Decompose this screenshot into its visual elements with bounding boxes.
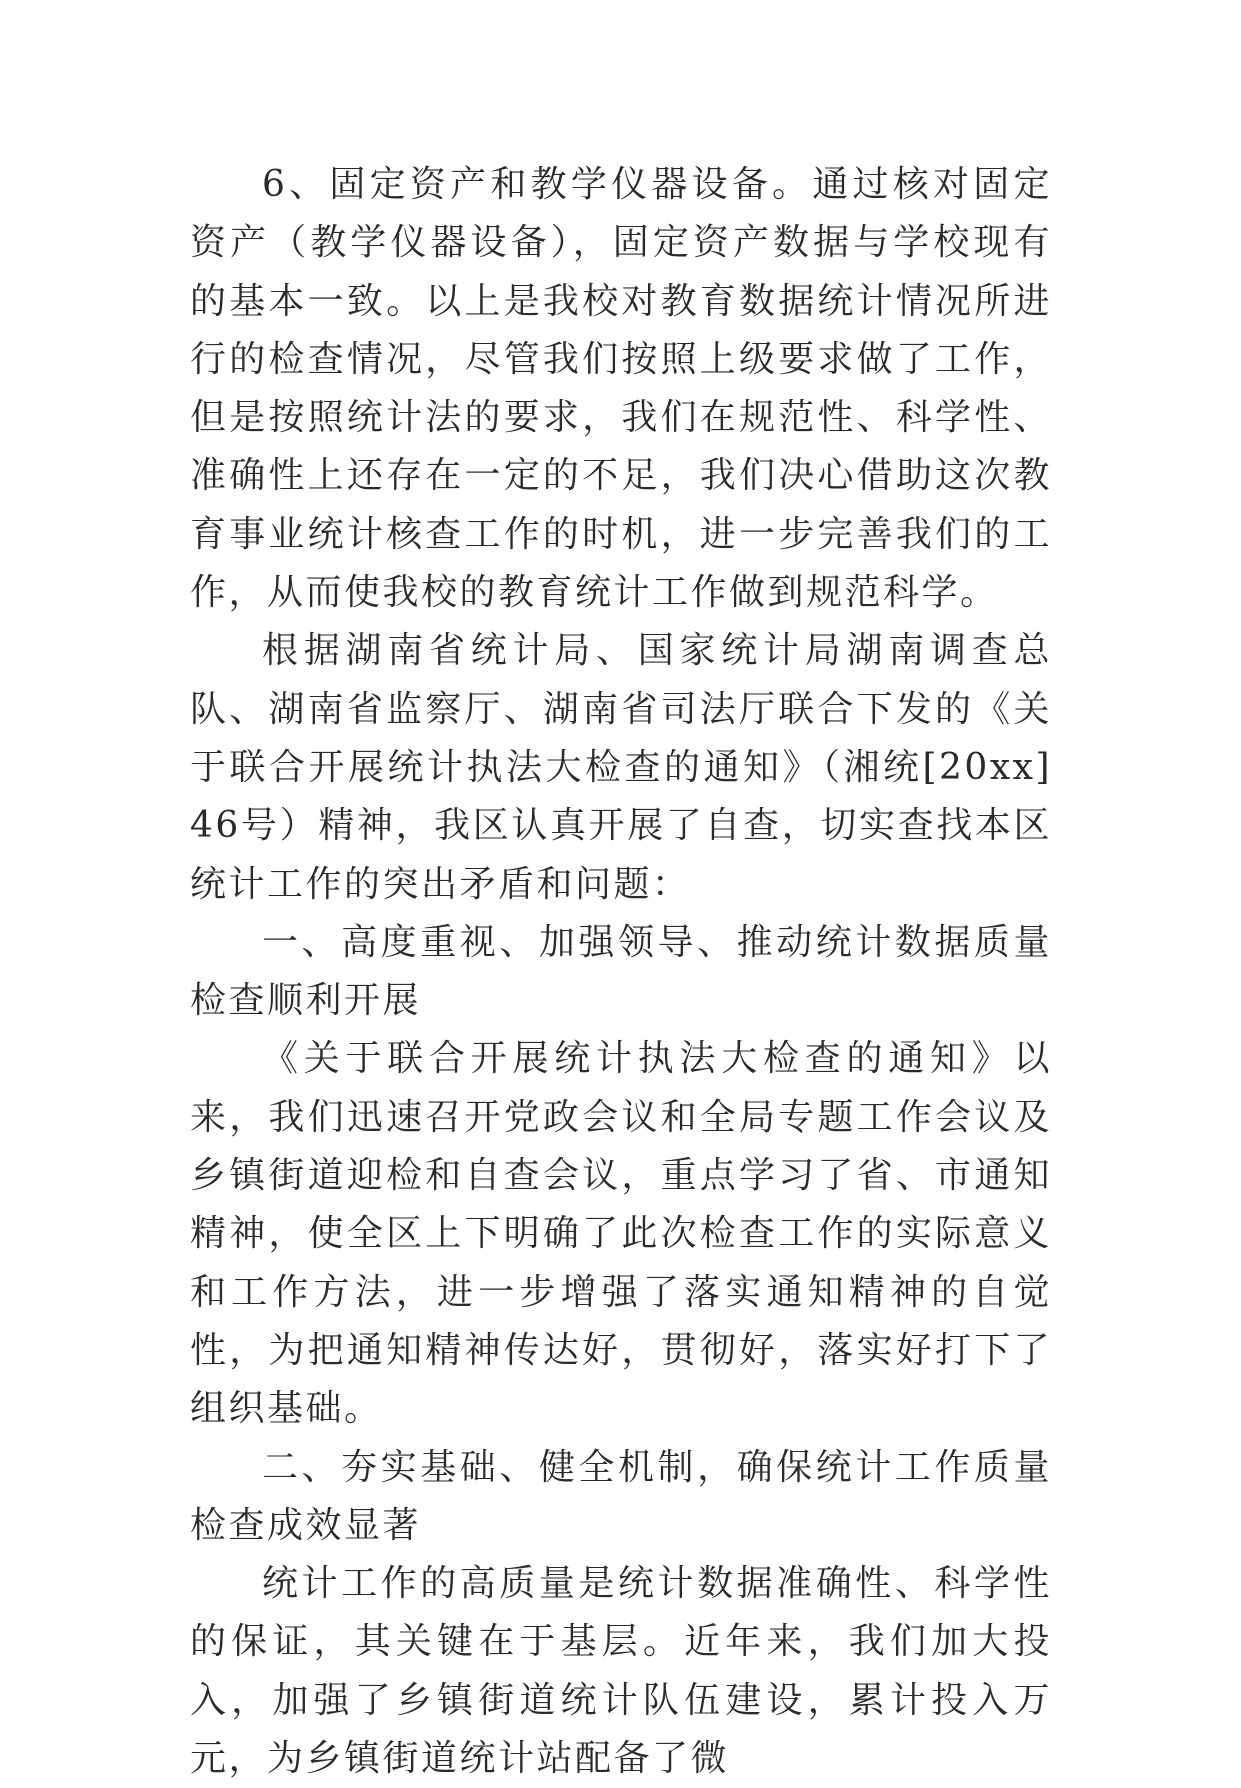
section-heading-2: 二、夯实基础、健全机制，确保统计工作质量检查成效显著 [190, 1446, 1052, 1546]
paragraph-fixed-assets: 6、固定资产和教学仪器设备。通过核对固定资产（教学仪器设备），固定资产数据与学校现有的基本一致。以上是我校对教育数据统计情况所进行的检查情况，尽管我们按照上级要求做了工作，但是按照统计法的要求，我们在规范性、科学性、准确性上还存在一定的不足，我们决心借助这次教育事业统计核查工作的时机，进一步完善我们的工作，从而使我校的教育统计工作做到规范科学。 [190, 164, 1052, 614]
document-page [190, 156, 1052, 1788]
paragraph-notice-basis: 根据湖南省统计局、国家统计局湖南调查总队、湖南省监察厅、湖南省司法厅联合下发的《关于联合开展统计执法大检查的通知》（湘统[20xx]46号）精神，我区认真开展了自查，切实查找本区统计工作的突出矛盾和问题： [190, 630, 1052, 905]
section-heading-1: 一、高度重视、加强领导、推动统计数据质量检查顺利开展 [190, 921, 1052, 1022]
paragraph-quality: 统计工作的高质量是统计数据准确性、科学性的保证，其关键在于基层。近年来，我们加大投入，加强了乡镇街道统计队伍建设，累计投入万元，为乡镇街道统计站配备了微 [190, 1563, 1052, 1780]
paragraph-meetings: 《关于联合开展统计执法大检查的通知》以来，我们迅速召开党政会议和全局专题工作会议及乡镇街道迎检和自查会议，重点学习了省、市通知精神，使全区上下明确了此次检查工作的实际意义和工作方法，进一步增强了落实通知精神的自觉性，为把通知精神传达好，贯彻好，落实好打下了组织基础。 [190, 1038, 1052, 1430]
